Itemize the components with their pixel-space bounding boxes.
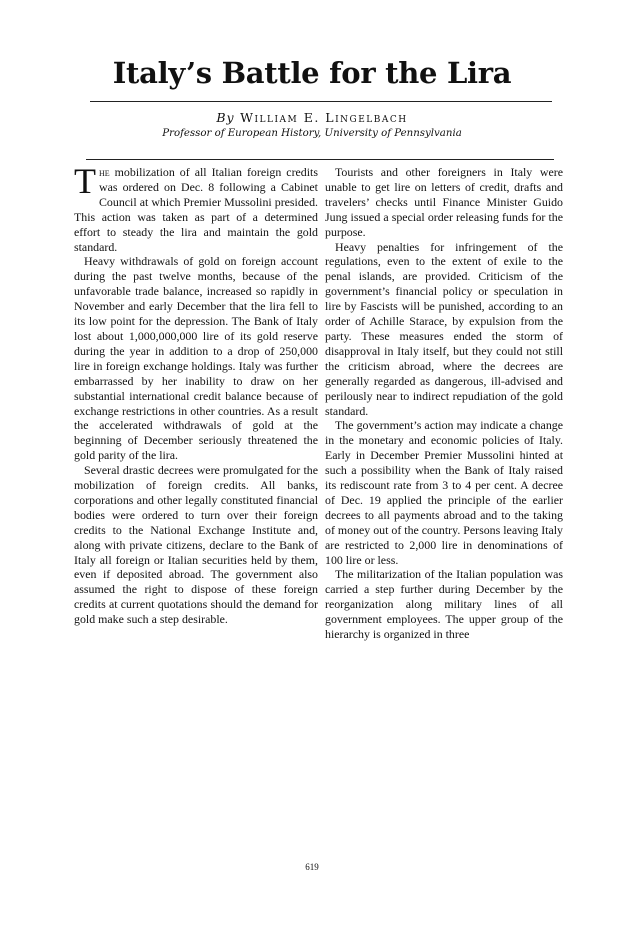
article-title: Italy’s Battle for the Lira — [112, 56, 512, 90]
left-column — [74, 161, 318, 627]
opening-paragraph — [74, 161, 318, 254]
right-column — [325, 165, 563, 642]
paragraph: Several drastic decrees were promulgated for the mobilization of foreign credits. All banks, corporations and other legally constituted financial bodies were ordered to turn over their foreign credits to the National Exchange Institute and, along with private citizens, declare to the Bank of Italy all foreign or Italian securities held by them, even if deposited abroad. The government also assumed the right to dispose of these foreign credits at current quotations should the demand for gold make such a step desirable. — [74, 463, 318, 627]
drop-cap: T — [74, 161, 96, 201]
author-affiliation: Professor of European History, University of Pennsylvania — [162, 128, 462, 139]
paragraph: The government’s action may indicate a change in the monetary and economic policies of Italy. Early in December Premier Mussolini hinted at such a possibility when the Bank of Italy raised its rediscount rate from 3 to 4 per cent. A decree of Dec. 19 applied the principle of the earlier decrees to all payments abroad and to the taking of money out of the country. Persons leaving Italy are restricted to 2,000 lire in denominations of 100 lire or less. — [325, 418, 563, 567]
page-number: 619 — [305, 862, 319, 872]
paragraph: Heavy withdrawals of gold on foreign account during the past twelve months, because of the unfavorable trade balance, increased so rapidly in November and early December that the lira fell to its low point for the depression. The Bank of Italy lost about 1,000,000,000 lire of its gold reserve during the year in addition to a drop of 250,000 lire in foreign exchange holdings. Italy was further embarrassed by her inability to draw on her substantial international credit balance because of exchange restrictions in other countries. As a result the accelerated withdrawals of gold at the beginning of December seriously threatened the gold parity of the lira. — [74, 254, 318, 463]
opening-text: mobilization of all Italian foreign credits was ordered on Dec. 8 following a Cabinet Council at which Premier Mussolini presided. This action was taken as part of a determined effort to steady the lira and maintain the gold standard. — [74, 165, 318, 254]
opening-small-caps: he — [99, 165, 110, 179]
paragraph: Tourists and other foreigners in Italy were unable to get lire on letters of credit, drafts and travelers’ checks until Finance Minister Guido Jung issued a special order releasing funds for the purpose. — [325, 165, 563, 239]
byline — [0, 110, 624, 125]
byline-prefix: By — [216, 110, 235, 125]
paragraph: Heavy penalties for infringement of the regulations, even to the extent of exile to the penal islands, are provided. Criticism of the government’s financial policy or speculation in lire by Fascists will be punished, according to an order of Achille Starace, by expulsion from the party. These measures ended the storm of disapproval in Italy itself, but they could not still the criticism abroad, where the decrees are generally regarded as dangerous, ill-advised and perilously near to indirect repudiation of the gold standard. — [325, 239, 563, 418]
title-rule — [90, 101, 552, 102]
author-name: William E. Lingelbach — [240, 110, 408, 125]
paragraph: The militarization of the Italian population was carried a step further during December by the reorganization along military lines of all government employees. The upper group of the hierarchy is organized in three — [325, 567, 563, 642]
byline-rule — [86, 159, 554, 160]
